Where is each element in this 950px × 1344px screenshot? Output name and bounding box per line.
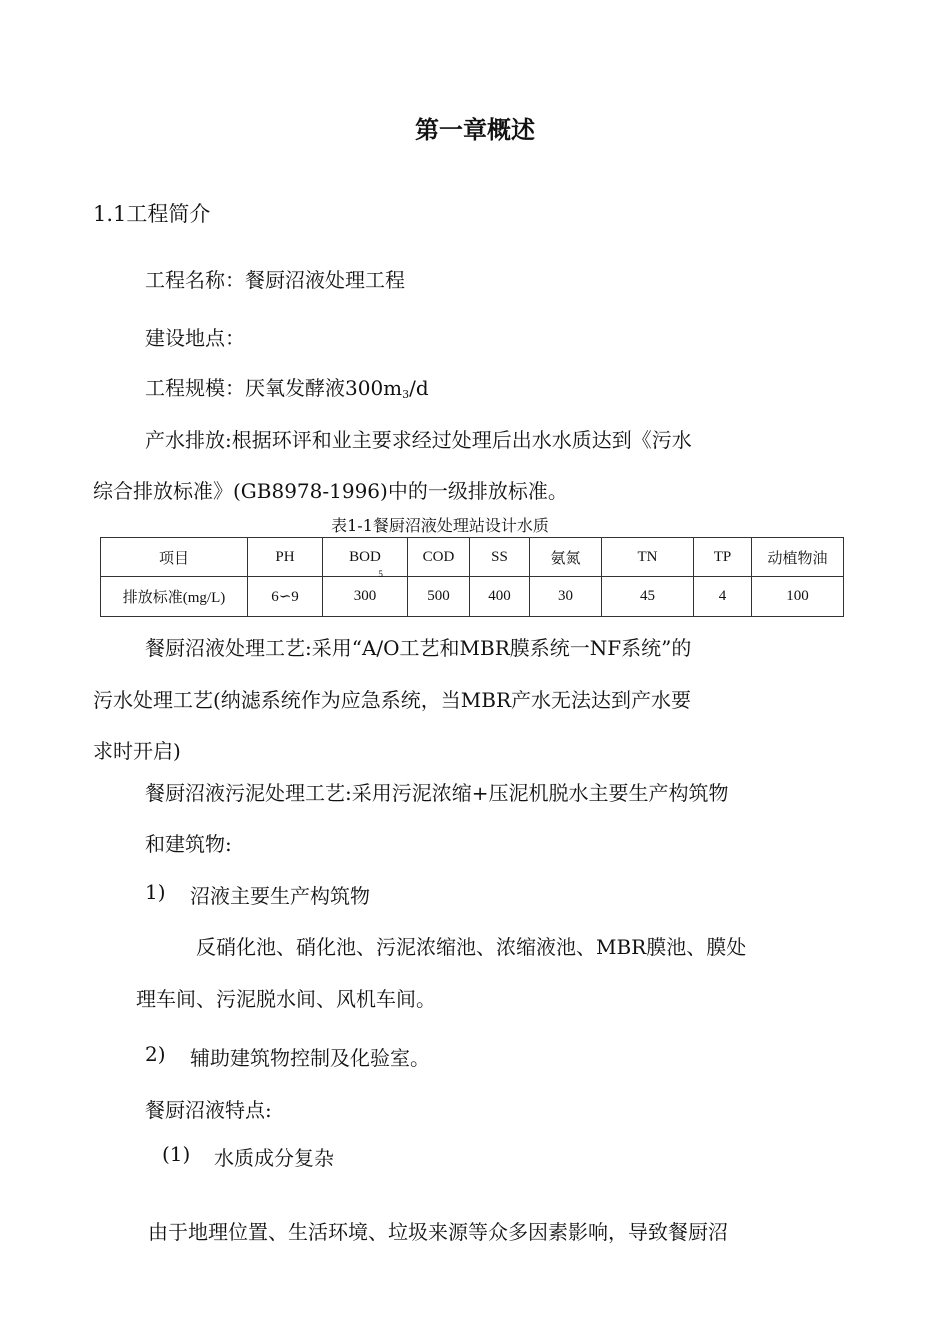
cell-ammonia: 30 [530, 577, 602, 617]
feature-1-text: 水质成分复杂 [214, 1146, 334, 1170]
section-heading: 1.1工程简介 [93, 202, 211, 226]
cell-cod: 500 [408, 577, 470, 617]
scale-suffix: /d [409, 376, 429, 400]
cell-bod: 300 [323, 577, 408, 617]
features-heading: 餐厨沼液特点: [145, 1098, 272, 1122]
sludge-line-2: 和建筑物: [145, 832, 232, 856]
cell-ss: 400 [470, 577, 530, 617]
process-line-3: 求时开启) [93, 739, 181, 763]
header-tp: TP [694, 538, 752, 577]
table-row [101, 577, 844, 617]
table-caption: 表1-1餐厨沼液处理站设计水质 [331, 516, 549, 535]
cell-ph: 6∽9 [248, 577, 323, 617]
water-quality-table [100, 537, 844, 617]
header-bod [323, 538, 408, 577]
chapter-title: 第一章概述 [415, 116, 535, 144]
header-tn: TN [602, 538, 694, 577]
item-1-number: 1) [145, 880, 166, 904]
construction-site: 建设地点： [145, 326, 245, 350]
scale-unit-small: 3 [402, 388, 410, 401]
project-scale [145, 372, 429, 401]
item-1-detail-line-2: 理车间、污泥脱水间、风机车间。 [136, 987, 436, 1011]
table-header-row [101, 538, 844, 577]
process-line-1: 餐厨沼液处理工艺:采用“A/O工艺和MBR膜系统一NF系统”的 [145, 636, 692, 660]
header-oil: 动植物油 [752, 538, 844, 577]
item-2-text: 辅助建筑物控制及化验室。 [190, 1046, 430, 1070]
cell-tp: 4 [694, 577, 752, 617]
header-ph: PH [248, 538, 323, 577]
feature-1-number: (1) [162, 1142, 191, 1166]
cell-standard: 排放标准(mg/L) [101, 577, 248, 617]
item-1-detail-line-1: 反硝化池、硝化池、污泥浓缩池、浓缩液池、MBR膜池、膜处 [196, 935, 747, 959]
item-1-text: 沼液主要生产构筑物 [190, 884, 370, 908]
project-name: 工程名称：餐厨沼液处理工程 [145, 268, 405, 292]
item-2-number: 2) [145, 1042, 166, 1066]
header-ammonia: 氨氮 [530, 538, 602, 577]
last-line: 由于地理位置、生活环境、垃圾来源等众多因素影响，导致餐厨沼 [148, 1220, 728, 1244]
cell-tn: 45 [602, 577, 694, 617]
header-cod: COD [408, 538, 470, 577]
discharge-line-2: 综合排放标准》(GB8978-1996)中的一级排放标准。 [93, 479, 568, 503]
scale-prefix: 工程规模：厌氧发酵液300m [145, 376, 403, 400]
bod-subscript: 5 [378, 568, 383, 579]
bod-label: BOD [349, 548, 381, 565]
process-line-2: 污水处理工艺(纳滤系统作为应急系统，当MBR产水无法达到产水要 [93, 688, 692, 712]
header-ss: SS [470, 538, 530, 577]
header-item: 项目 [101, 538, 248, 577]
cell-oil: 100 [752, 577, 844, 617]
sludge-line-1: 餐厨沼液污泥处理工艺:采用污泥浓缩+压泥机脱水主要生产构筑物 [145, 781, 729, 805]
discharge-line-1: 产水排放:根据环评和业主要求经过处理后出水水质达到《污水 [145, 428, 692, 452]
